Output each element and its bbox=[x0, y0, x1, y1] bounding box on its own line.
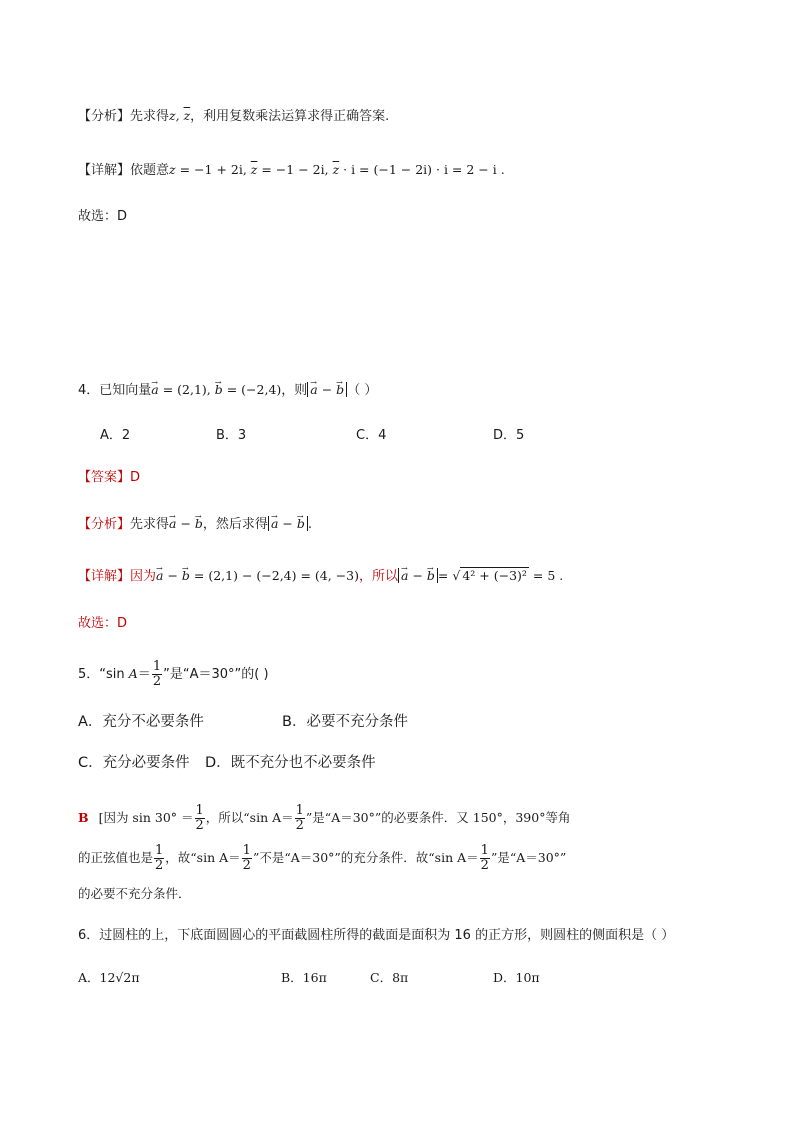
q5-option-b[interactable]: B．必要不充分条件 bbox=[282, 714, 408, 730]
q5-frac: $\frac{1}{2}$ bbox=[152, 659, 162, 689]
q5-option-c[interactable]: C．充分必要条件 bbox=[78, 755, 190, 771]
analysis-tag: 【分析】 bbox=[78, 109, 131, 124]
q5-solution-line1: B [因为 sin 30° ＝ $\frac{1}{2}$ ，所以“sin A＝ $\frac{1}{2}$ ”是“A＝30°”的必要条件．又 150°，390°等角 bbox=[78, 803, 571, 833]
q3-analysis: 【分析】先求得z, $\overline{z}$，利用复数乘法运算求得正确答案. bbox=[78, 108, 390, 124]
answer-value: D bbox=[130, 470, 141, 485]
q4-abs: → a − → b bbox=[307, 382, 347, 397]
q4-option-d[interactable]: D．5 bbox=[493, 428, 525, 443]
q5-solution-line2: 的正弦值也是 $\frac{1}{2}$ ，故“sin A＝ $\frac{1}{2}$ ”不是“A＝30°”的充分条件．故“sin A＝ $\frac{1}{2}$ ”是“A＝30°” bbox=[78, 843, 567, 873]
q6-option-b[interactable]: B．16π bbox=[281, 970, 327, 985]
q5-option-d[interactable]: D．既不充分也不必要条件 bbox=[205, 755, 376, 771]
q4-answer bbox=[78, 468, 140, 488]
q4-choice: 故选：D bbox=[78, 616, 128, 631]
detail-tag: 【详解】 bbox=[78, 163, 131, 178]
q5-solution-line3: 的必要不充分条件． bbox=[78, 886, 191, 901]
q4-option-b[interactable]: B．3 bbox=[216, 428, 247, 443]
q5-stem: 5．“sin A＝ $\frac{1}{2}$ ”是“A＝30°”的( ) bbox=[78, 659, 269, 689]
q5-option-a[interactable]: A．充分不必要条件 bbox=[78, 714, 204, 730]
q4-option-a[interactable]: A．2 bbox=[100, 428, 131, 443]
analysis-tag: 【分析】 bbox=[78, 517, 131, 532]
answer-tag: 【答案】 bbox=[78, 470, 131, 485]
q3-detail: 【详解】依题意z = −1 + 2i, $\overline{z} = -1 - 2i$, $\overline{z} \cdot i = (-1 - 2i) \cdot i = 2 - i$ . bbox=[78, 162, 505, 178]
q4-vectors: → a = (2,1), → b = (−2,4) bbox=[151, 382, 281, 397]
q4-analysis: 【分析】先求得→ a − → b，然后求得 → a − → b . bbox=[78, 514, 312, 535]
q6-option-a[interactable]: A．12√2π bbox=[78, 970, 140, 985]
q6-stem: 6．过圆柱的上，下底面圆圆心的平面截圆柱所得的截面是面积为 16 的正方形，则圆柱的侧面积是（ ） bbox=[78, 928, 675, 943]
detail-tag: 【详解】 bbox=[78, 569, 131, 584]
q4-option-c[interactable]: C．4 bbox=[356, 428, 387, 443]
q5-solution-letter: B bbox=[78, 810, 89, 825]
analysis-math: z, $\overline{z}$ bbox=[169, 108, 191, 123]
q6-option-d[interactable]: D．10π bbox=[493, 970, 540, 985]
q4-detail: 【详解】因为→ a − → b = (2,1) − (−2,4) = (4, −3)，所以 → a − → b = √ 4² + (−3)² = 5 . bbox=[78, 566, 563, 587]
q3-choice: 故选：D bbox=[78, 209, 128, 224]
q4-stem: 4．已知向量→ a = (2,1), → b = (−2,4)，则 → a − → b （ ） bbox=[78, 380, 377, 401]
q6-option-c[interactable]: C．8π bbox=[370, 970, 409, 985]
detail-math: z = −1 + 2i, $\overline{z} = -1 - 2i$, $\overline{z} \cdot i = (-1 - 2i) \cdot i = 2 - i$ . bbox=[169, 162, 505, 177]
